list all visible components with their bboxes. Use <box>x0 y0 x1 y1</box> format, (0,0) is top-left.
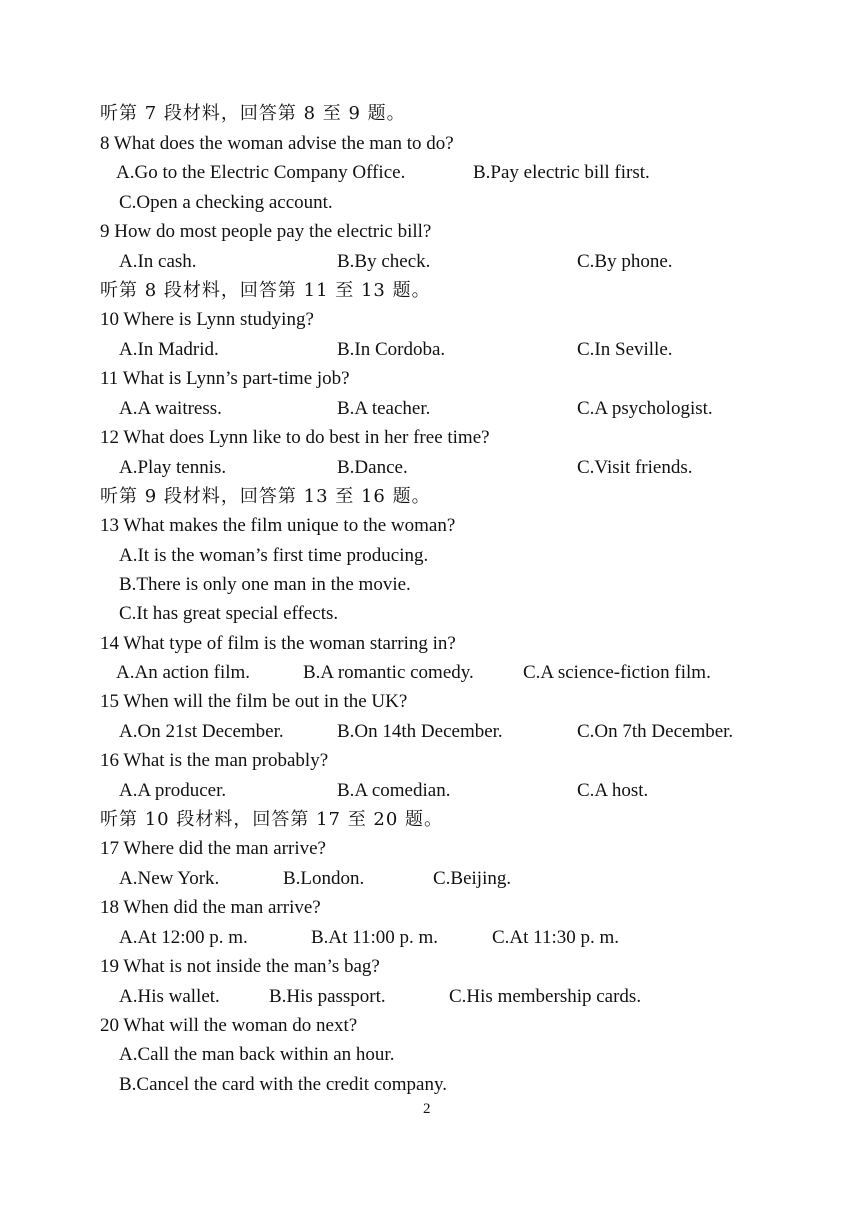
question-16-option-c: C.A host. <box>577 780 649 801</box>
question-16-option-a: A.A producer. <box>119 780 227 801</box>
question-8-option-b: B.Pay electric bill first. <box>473 162 650 183</box>
question-18-option-a: A.At 12:00 p. m. <box>119 927 248 948</box>
question-14-option-c: C.A science-fiction film. <box>523 662 711 683</box>
question-13-option-c: C.It has great special effects. <box>119 603 339 624</box>
question-15-option-c: C.On 7th December. <box>577 721 734 742</box>
question-10-option-c: C.In Seville. <box>577 339 673 360</box>
question-9-option-b: B.By check. <box>337 251 431 272</box>
question-19-stem: 19 What is not inside the man’s bag? <box>100 956 380 977</box>
question-13-option-a: A.It is the woman’s first time producing. <box>119 545 429 566</box>
question-20-option-a: A.Call the man back within an hour. <box>119 1044 395 1065</box>
question-15-stem: 15 When will the film be out in the UK? <box>100 691 408 712</box>
question-8-option-c: C.Open a checking account. <box>119 192 333 213</box>
question-11-stem: 11 What is Lynn’s part-time job? <box>100 368 350 389</box>
question-14-option-a: A.An action film. <box>116 662 251 683</box>
question-17-option-a: A.New York. <box>119 868 220 889</box>
question-16-stem: 16 What is the man probably? <box>100 750 329 771</box>
question-9-option-c: C.By phone. <box>577 251 673 272</box>
question-12-stem: 12 What does Lynn like to do best in her free time? <box>100 427 490 448</box>
question-17-option-b: B.London. <box>283 868 365 889</box>
question-10-stem: 10 Where is Lynn studying? <box>100 309 314 330</box>
question-17-option-c: C.Beijing. <box>433 868 512 889</box>
question-18-option-b: B.At 11:00 p. m. <box>311 927 439 948</box>
question-20-stem: 20 What will the woman do next? <box>100 1015 358 1036</box>
question-18-stem: 18 When did the man arrive? <box>100 897 321 918</box>
question-20-option-b: B.Cancel the card with the credit company. <box>119 1074 447 1095</box>
question-13-option-b: B.There is only one man in the movie. <box>119 574 411 595</box>
question-9-option-a: A.In cash. <box>119 251 197 272</box>
question-19-option-b: B.His passport. <box>269 986 386 1007</box>
question-12-option-a: A.Play tennis. <box>119 457 227 478</box>
question-12-option-b: B.Dance. <box>337 457 408 478</box>
section-heading-10: 听第 10 段材料，回答第 17 至 20 题。 <box>100 809 444 830</box>
question-18-option-c: C.At 11:30 p. m. <box>492 927 620 948</box>
section-heading-8: 听第 8 段材料，回答第 11 至 13 题。 <box>100 280 431 301</box>
question-14-option-b: B.A romantic comedy. <box>303 662 474 683</box>
section-heading-9: 听第 9 段材料，回答第 13 至 16 题。 <box>100 486 431 507</box>
page-number: 2 <box>423 1101 431 1117</box>
question-19-option-c: C.His membership cards. <box>449 986 642 1007</box>
section-heading-7: 听第 7 段材料，回答第 8 至 9 题。 <box>100 103 406 124</box>
question-15-option-a: A.On 21st December. <box>119 721 284 742</box>
question-8-stem: 8 What does the woman advise the man to do? <box>100 133 454 154</box>
question-16-option-b: B.A comedian. <box>337 780 451 801</box>
question-12-option-c: C.Visit friends. <box>577 457 693 478</box>
question-11-option-c: C.A psychologist. <box>577 398 713 419</box>
question-11-option-b: B.A teacher. <box>337 398 431 419</box>
question-17-stem: 17 Where did the man arrive? <box>100 838 326 859</box>
question-8-option-a: A.Go to the Electric Company Office. <box>116 162 406 183</box>
question-11-option-a: A.A waitress. <box>119 398 222 419</box>
question-19-option-a: A.His wallet. <box>119 986 220 1007</box>
question-14-stem: 14 What type of film is the woman starring in? <box>100 633 456 654</box>
question-13-stem: 13 What makes the film unique to the woman? <box>100 515 456 536</box>
question-10-option-b: B.In Cordoba. <box>337 339 446 360</box>
question-10-option-a: A.In Madrid. <box>119 339 219 360</box>
question-15-option-b: B.On 14th December. <box>337 721 503 742</box>
question-9-stem: 9 How do most people pay the electric bill? <box>100 221 432 242</box>
